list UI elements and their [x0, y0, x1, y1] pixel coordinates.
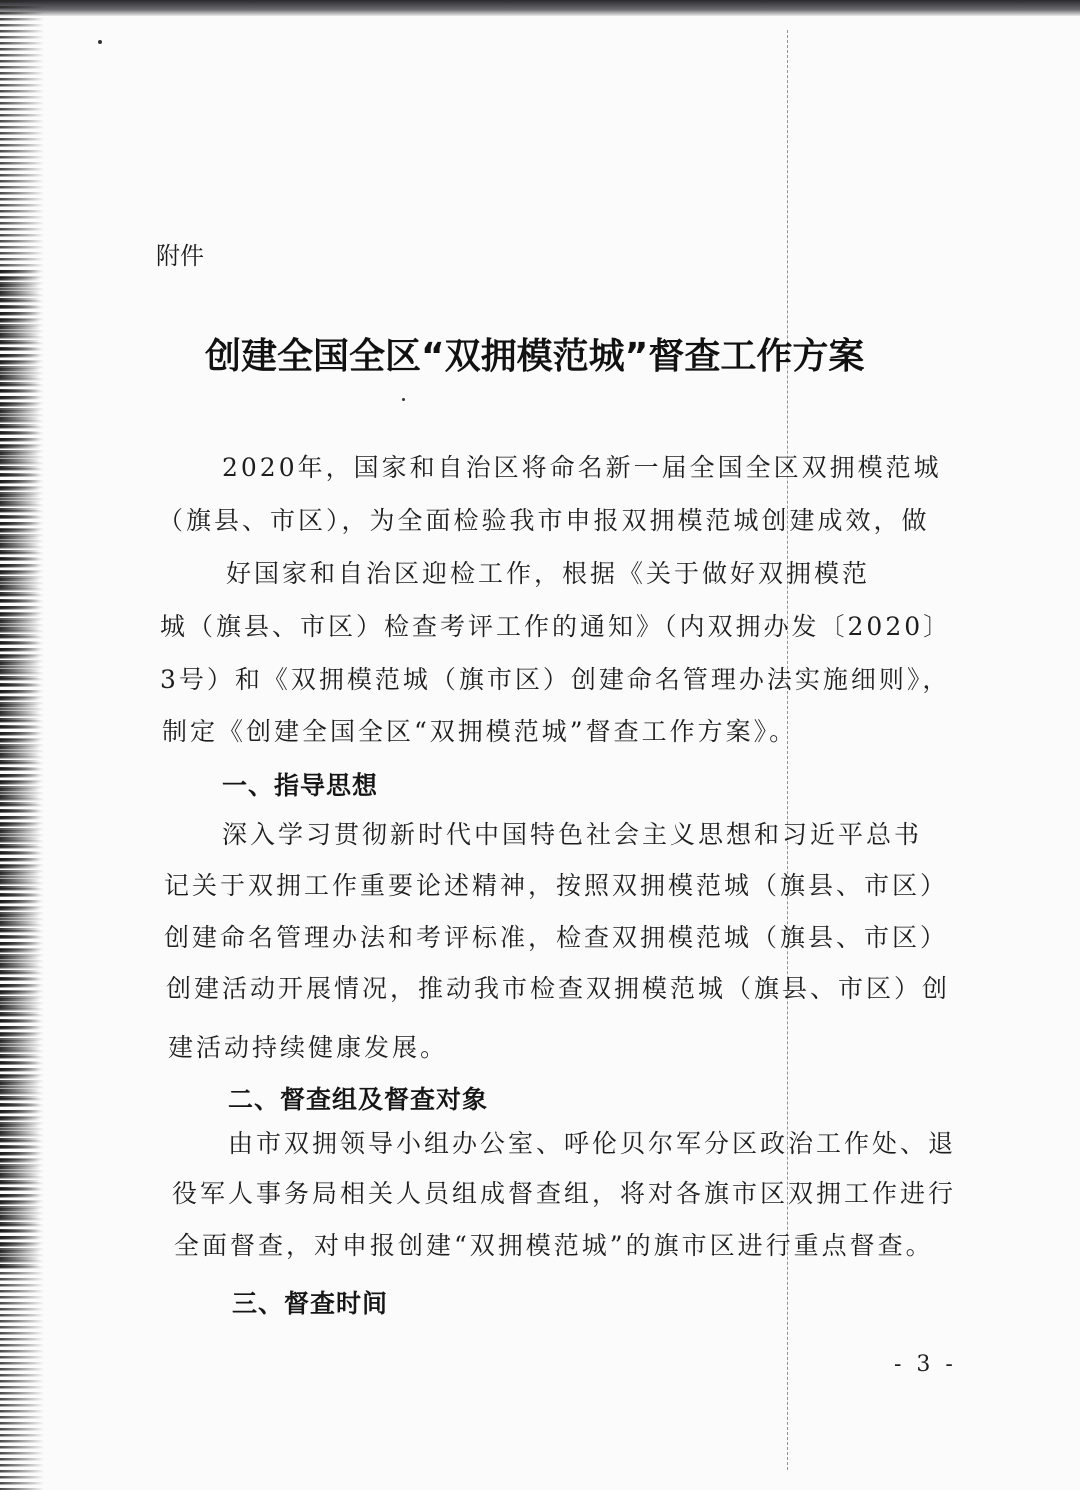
dust-speck — [402, 398, 405, 401]
dust-speck — [98, 40, 102, 44]
document-title: 创建全国全区“双拥模范城”督查工作方案 — [205, 336, 865, 377]
page-number: - 3 - — [894, 1352, 957, 1377]
section-2-line-1: 由市双拥领导小组办公室、呼伦贝尔军分区政治工作处、退 — [228, 1129, 957, 1158]
intro-line-3: 好国家和自治区迎检工作，根据《关于做好双拥模范 — [226, 559, 871, 588]
section-1-line-5: 建活动持续健康发展。 — [168, 1033, 449, 1062]
attachment-label: 附件 — [156, 242, 204, 270]
intro-line-6: 制定《创建全国全区“双拥模范城”督查工作方案》。 — [162, 717, 798, 746]
section-2-heading: 二、督查组及督查对象 — [228, 1085, 489, 1114]
section-1-line-1: 深入学习贯彻新时代中国特色社会主义思想和习近平总书 — [222, 820, 923, 849]
intro-line-5: 3号）和《双拥模范城（旗市区）创建命名管理办法实施细则》， — [160, 665, 951, 694]
section-2-line-3: 全面督查，对申报创建“双拥模范城”的旗市区进行重点督查。 — [174, 1231, 934, 1260]
section-1-line-3: 创建命名管理办法和考评标准，检查双拥模范城（旗县、市区） — [164, 923, 949, 952]
section-1-line-2: 记关于双拥工作重要论述精神，按照双拥模范城（旗县、市区） — [164, 871, 949, 900]
scan-top-border — [0, 0, 1080, 16]
section-3-heading: 三、督查时间 — [232, 1289, 389, 1318]
intro-line-1: 2020年，国家和自治区将命名新一届全国全区双拥模范城 — [222, 453, 942, 482]
section-1-line-4: 创建活动开展情况，推动我市检查双拥模范城（旗县、市区）创 — [166, 974, 951, 1003]
section-2-line-2: 役军人事务局相关人员组成督查组，将对各旗市区双拥工作进行 — [172, 1179, 957, 1208]
intro-line-2: （旗县、市区），为全面检验我市申报双拥模范城创建成效，做 — [158, 506, 930, 535]
section-1-heading: 一、指导思想 — [222, 771, 379, 800]
intro-line-4: 城（旗县、市区）检查考评工作的通知》（内双拥办发〔2020〕 — [160, 612, 952, 641]
binding-edge-shadow — [0, 270, 40, 1270]
